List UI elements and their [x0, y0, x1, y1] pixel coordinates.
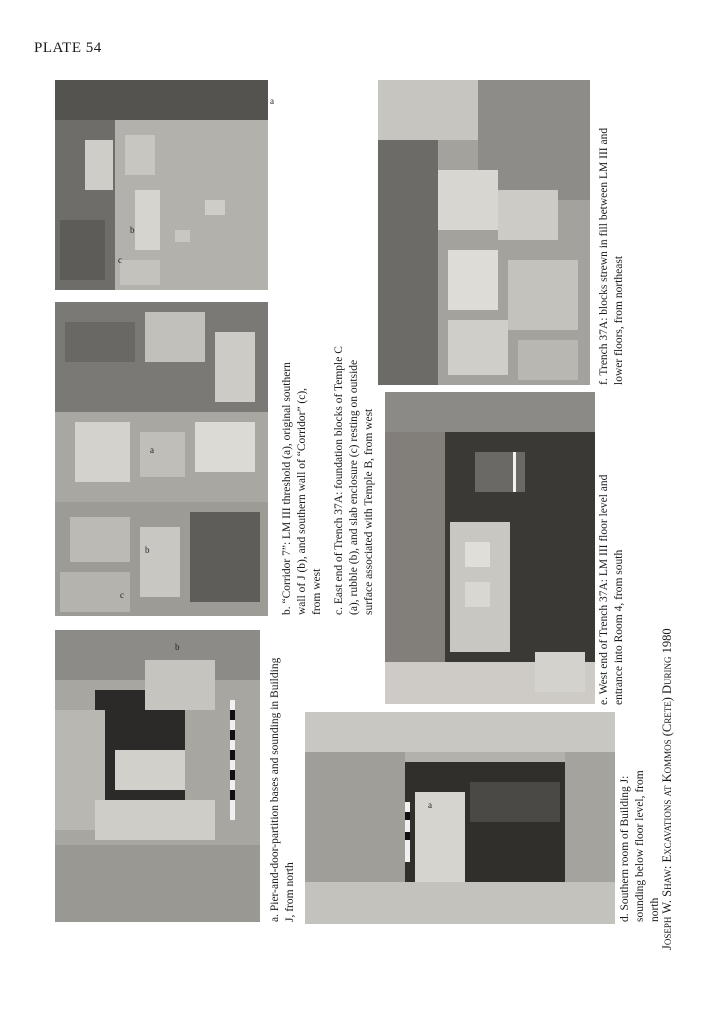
caption-c: c. East end of Trench 37A: foundation blocks of Temple C (a), rubble (b), and slab enclosure (c) resting on outside surface associated with Temple B, from west — [333, 346, 375, 615]
photo-a — [55, 630, 260, 922]
footer-author: Joseph W. Shaw — [660, 869, 674, 950]
footer-title: Excavations at Kommos (Crete) During 1980 — [660, 628, 674, 863]
photo-e — [385, 392, 595, 704]
caption-f: f. Trench 37A: blocks strewn in fill between LM III and lower floors, from northeast — [598, 127, 625, 385]
plate-footer: Joseph W. Shaw: Excavations at Kommos (Crete) During 1980 — [660, 628, 674, 950]
caption-d: d. Southern room of Building J: sounding below floor level, from north — [619, 770, 661, 922]
plate-title: PLATE 54 — [34, 40, 102, 56]
caption-b: b. “Corridor 7”: LM III threshold (a), original southern wall of J (b), and southern wall of “Corridor” (c), from west — [281, 362, 323, 615]
caption-a: a. Pier-and-door-partition bases and sounding in Building J, from north — [269, 657, 296, 922]
photo-f — [378, 80, 590, 385]
caption-e: e. West end of Trench 37A: LM III floor level and entrance into Room 4, from south — [598, 474, 625, 705]
photo-b — [55, 302, 268, 616]
photo-c — [55, 80, 268, 290]
photo-d — [305, 712, 615, 924]
